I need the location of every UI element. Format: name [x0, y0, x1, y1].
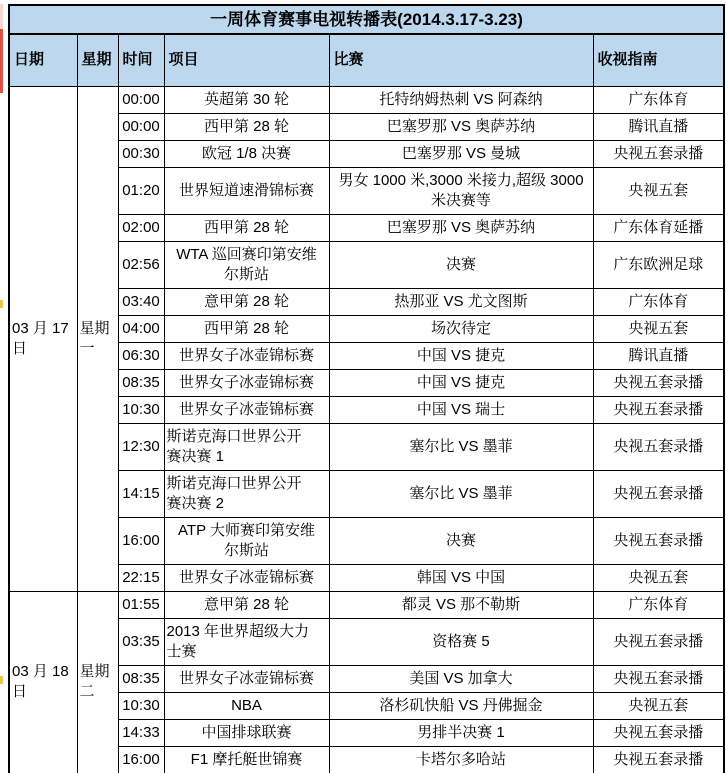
time-cell: 01:55 [118, 591, 164, 618]
guide-cell: 央视五套录播 [593, 369, 724, 396]
time-cell: 00:00 [118, 113, 164, 140]
schedule-body [9, 86, 724, 773]
time-cell: 03:35 [118, 618, 164, 665]
guide-cell: 央视五套录播 [593, 140, 724, 167]
time-cell: 10:30 [118, 692, 164, 719]
date-cell: 03 月 17 日 [9, 86, 77, 591]
guide-cell: 央视五套 [593, 167, 724, 214]
edge-artifact [0, 676, 3, 684]
edge-artifact [0, 29, 3, 93]
match-cell: 塞尔比 VS 墨菲 [329, 470, 593, 517]
guide-cell: 央视五套录播 [593, 746, 724, 773]
event-cell: 世界女子冰壶锦标赛 [164, 342, 329, 369]
guide-cell: 央视五套录播 [593, 470, 724, 517]
match-cell: 巴塞罗那 VS 奥萨苏纳 [329, 113, 593, 140]
guide-cell: 央视五套录播 [593, 423, 724, 470]
guide-cell: 广东体育 [593, 288, 724, 315]
event-cell: 斯诺克海口世界公开赛决赛 2 [164, 470, 329, 517]
match-cell: 托特纳姆热刺 VS 阿森纳 [329, 86, 593, 113]
event-cell: 世界女子冰壶锦标赛 [164, 564, 329, 591]
guide-cell: 广东欧洲足球 [593, 241, 724, 288]
event-cell: 2013 年世界超级大力士赛 [164, 618, 329, 665]
event-cell: 斯诺克海口世界公开赛决赛 1 [164, 423, 329, 470]
edge-artifact [0, 300, 3, 308]
event-cell: 欧冠 1/8 决赛 [164, 140, 329, 167]
guide-cell: 央视五套录播 [593, 618, 724, 665]
schedule-row [9, 591, 724, 618]
match-cell: 决赛 [329, 517, 593, 564]
event-cell: NBA [164, 692, 329, 719]
guide-cell: 央视五套 [593, 692, 724, 719]
time-cell: 02:56 [118, 241, 164, 288]
event-cell: 西甲第 28 轮 [164, 315, 329, 342]
page-title: 一周体育赛事电视转播表(2014.3.17-3.23) [9, 5, 724, 34]
event-cell: 中国排球联赛 [164, 719, 329, 746]
match-cell: 中国 VS 捷克 [329, 369, 593, 396]
guide-cell: 广东体育 [593, 86, 724, 113]
col-header-match: 比赛 [329, 34, 593, 86]
match-cell: 热那亚 VS 尤文图斯 [329, 288, 593, 315]
time-cell: 06:30 [118, 342, 164, 369]
time-cell: 00:30 [118, 140, 164, 167]
event-cell: F1 摩托艇世锦赛 [164, 746, 329, 773]
time-cell: 00:00 [118, 86, 164, 113]
time-cell: 12:30 [118, 423, 164, 470]
match-cell: 塞尔比 VS 墨菲 [329, 423, 593, 470]
header-row [9, 34, 724, 86]
event-cell: 世界女子冰壶锦标赛 [164, 396, 329, 423]
match-cell: 洛杉矶快船 VS 丹佛掘金 [329, 692, 593, 719]
match-cell: 美国 VS 加拿大 [329, 665, 593, 692]
event-cell: 英超第 30 轮 [164, 86, 329, 113]
guide-cell: 央视五套录播 [593, 396, 724, 423]
col-header-week: 星期 [77, 34, 118, 86]
match-cell: 男女 1000 米,3000 米接力,超级 3000 米决赛等 [329, 167, 593, 214]
guide-cell: 央视五套录播 [593, 719, 724, 746]
col-header-time: 时间 [118, 34, 164, 86]
col-header-guide: 收视指南 [593, 34, 724, 86]
match-cell: 韩国 VS 中国 [329, 564, 593, 591]
time-cell: 16:00 [118, 517, 164, 564]
time-cell: 01:20 [118, 167, 164, 214]
col-header-date: 日期 [9, 34, 77, 86]
guide-cell: 广东体育延播 [593, 214, 724, 241]
schedule-table [8, 4, 725, 773]
event-cell: 世界女子冰壶锦标赛 [164, 665, 329, 692]
schedule-sheet [8, 4, 725, 773]
match-cell: 都灵 VS 那不勒斯 [329, 591, 593, 618]
match-cell: 男排半决赛 1 [329, 719, 593, 746]
title-row [9, 5, 724, 34]
time-cell: 14:33 [118, 719, 164, 746]
guide-cell: 央视五套录播 [593, 517, 724, 564]
event-cell: 世界女子冰壶锦标赛 [164, 369, 329, 396]
event-cell: 意甲第 28 轮 [164, 288, 329, 315]
guide-cell: 腾讯直播 [593, 113, 724, 140]
event-cell: ATP 大师赛印第安维尔斯站 [164, 517, 329, 564]
event-cell: 西甲第 28 轮 [164, 214, 329, 241]
event-cell: WTA 巡回赛印第安维尔斯站 [164, 241, 329, 288]
schedule-row [9, 86, 724, 113]
guide-cell: 广东体育 [593, 591, 724, 618]
edge-artifact [0, 4, 3, 29]
match-cell: 巴塞罗那 VS 奥萨苏纳 [329, 214, 593, 241]
match-cell: 资格赛 5 [329, 618, 593, 665]
time-cell: 08:35 [118, 665, 164, 692]
time-cell: 22:15 [118, 564, 164, 591]
time-cell: 04:00 [118, 315, 164, 342]
time-cell: 16:00 [118, 746, 164, 773]
guide-cell: 腾讯直播 [593, 342, 724, 369]
match-cell: 场次待定 [329, 315, 593, 342]
match-cell: 中国 VS 捷克 [329, 342, 593, 369]
time-cell: 08:35 [118, 369, 164, 396]
match-cell: 决赛 [329, 241, 593, 288]
time-cell: 03:40 [118, 288, 164, 315]
guide-cell: 央视五套 [593, 564, 724, 591]
week-cell: 星期一 [77, 86, 118, 591]
week-cell: 星期二 [77, 591, 118, 773]
time-cell: 10:30 [118, 396, 164, 423]
col-header-event: 项目 [164, 34, 329, 86]
match-cell: 卡塔尔多哈站 [329, 746, 593, 773]
guide-cell: 央视五套录播 [593, 665, 724, 692]
time-cell: 14:15 [118, 470, 164, 517]
date-cell: 03 月 18 日 [9, 591, 77, 773]
match-cell: 巴塞罗那 VS 曼城 [329, 140, 593, 167]
event-cell: 意甲第 28 轮 [164, 591, 329, 618]
match-cell: 中国 VS 瑞士 [329, 396, 593, 423]
event-cell: 世界短道速滑锦标赛 [164, 167, 329, 214]
guide-cell: 央视五套 [593, 315, 724, 342]
time-cell: 02:00 [118, 214, 164, 241]
event-cell: 西甲第 28 轮 [164, 113, 329, 140]
